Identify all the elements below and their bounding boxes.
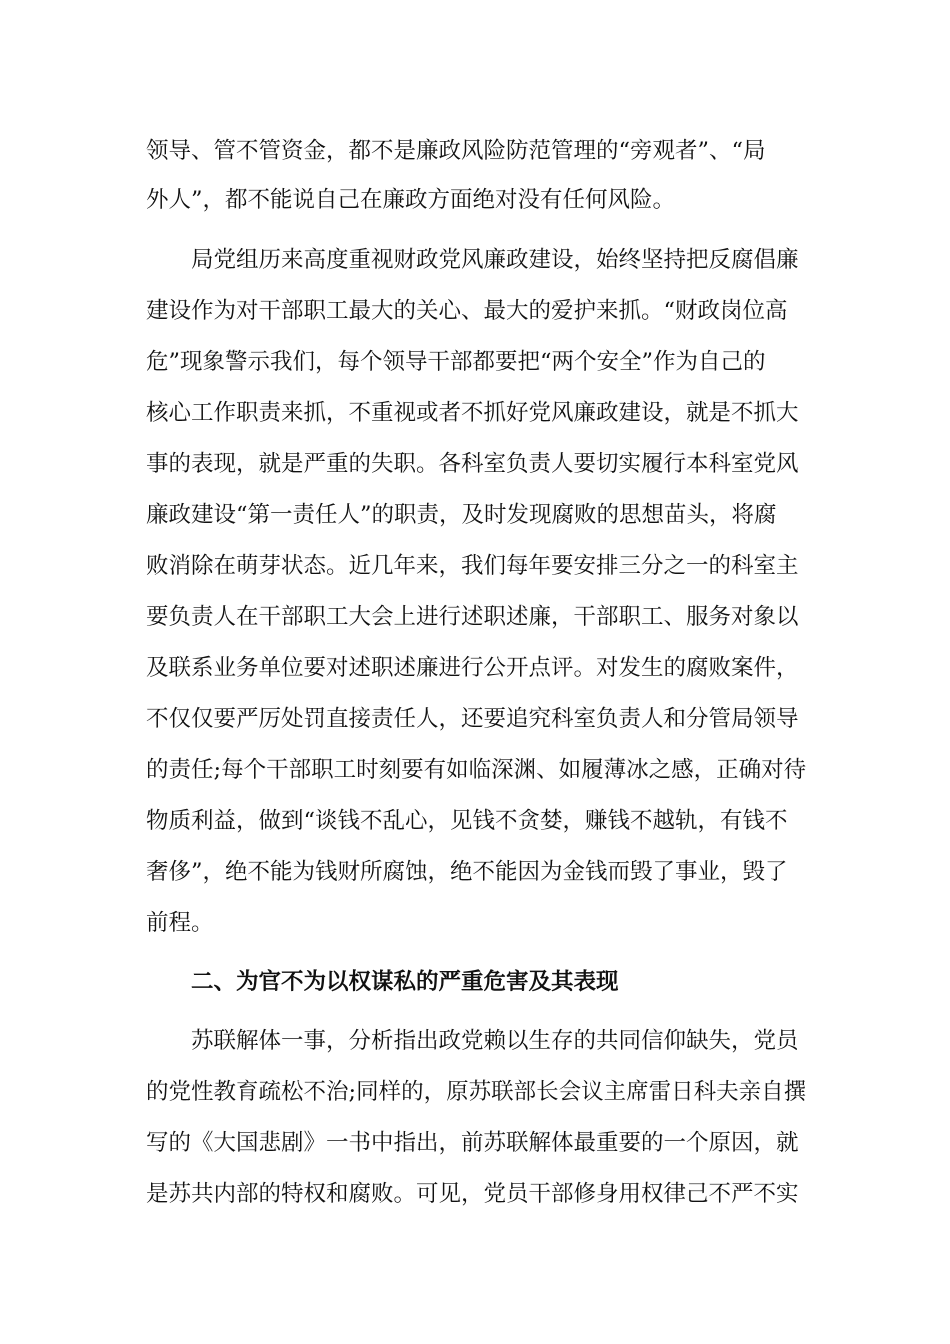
text-line: 的党性教育疏松不治;同样的，原苏联部长会议主席雷日科夫亲自撰 [146,1079,807,1105]
text-line: 败消除在萌芽状态。近几年来，我们每年要安排三分之一的科室主 [146,553,799,579]
text-line: 危”现象警示我们，每个领导干部都要把“两个安全”作为自己的 [146,349,766,375]
text-line: 苏联解体一事，分析指出政党赖以生存的共同信仰缺失，党员 [191,1028,799,1054]
text-line: 局党组历来高度重视财政党风廉政建设，始终坚持把反腐倡廉 [191,247,799,273]
section-heading: 二、为官不为以权谋私的严重危害及其表现 [191,969,619,995]
text-line: 的责任;每个干部职工时刻要有如临深渊、如履薄冰之感，正确对待 [146,757,807,783]
text-line: 要负责人在干部职工大会上进行述职述廉，干部职工、服务对象以 [146,604,799,630]
text-line: 廉政建设“第一责任人”的职责，及时发现腐败的思想苗头，将腐 [146,502,777,528]
text-line: 奢侈”，绝不能为钱财所腐蚀，绝不能因为金钱而毁了事业，毁了 [146,859,788,885]
text-line: 外人”，都不能说自己在廉政方面绝对没有任何风险。 [146,187,676,213]
text-line: 及联系业务单位要对述职述廉进行公开点评。对发生的腐败案件， [146,655,799,681]
text-line: 是苏共内部的特权和腐败。可见，党员干部修身用权律己不严不实 [146,1181,799,1207]
text-line: 不仅仅要严厉处罚直接责任人，还要追究科室负责人和分管局领导 [146,706,799,732]
text-line: 写的《大国悲剧》一书中指出，前苏联解体最重要的一个原因，就 [146,1130,799,1156]
text-line: 建设作为对干部职工最大的关心、最大的爱护来抓。“财政岗位高 [146,298,788,324]
text-line: 领导、管不管资金，都不是廉政风险防范管理的“旁观者”、“局 [146,138,766,164]
text-line: 物质利益，做到“谈钱不乱心，见钱不贪婪，赚钱不越轨，有钱不 [146,808,788,834]
text-line: 前程。 [146,910,214,936]
text-line: 事的表现，就是严重的失职。各科室负责人要切实履行本科室党风 [146,451,799,477]
text-line: 核心工作职责来抓，不重视或者不抓好党风廉政建设，就是不抓大 [146,400,799,426]
